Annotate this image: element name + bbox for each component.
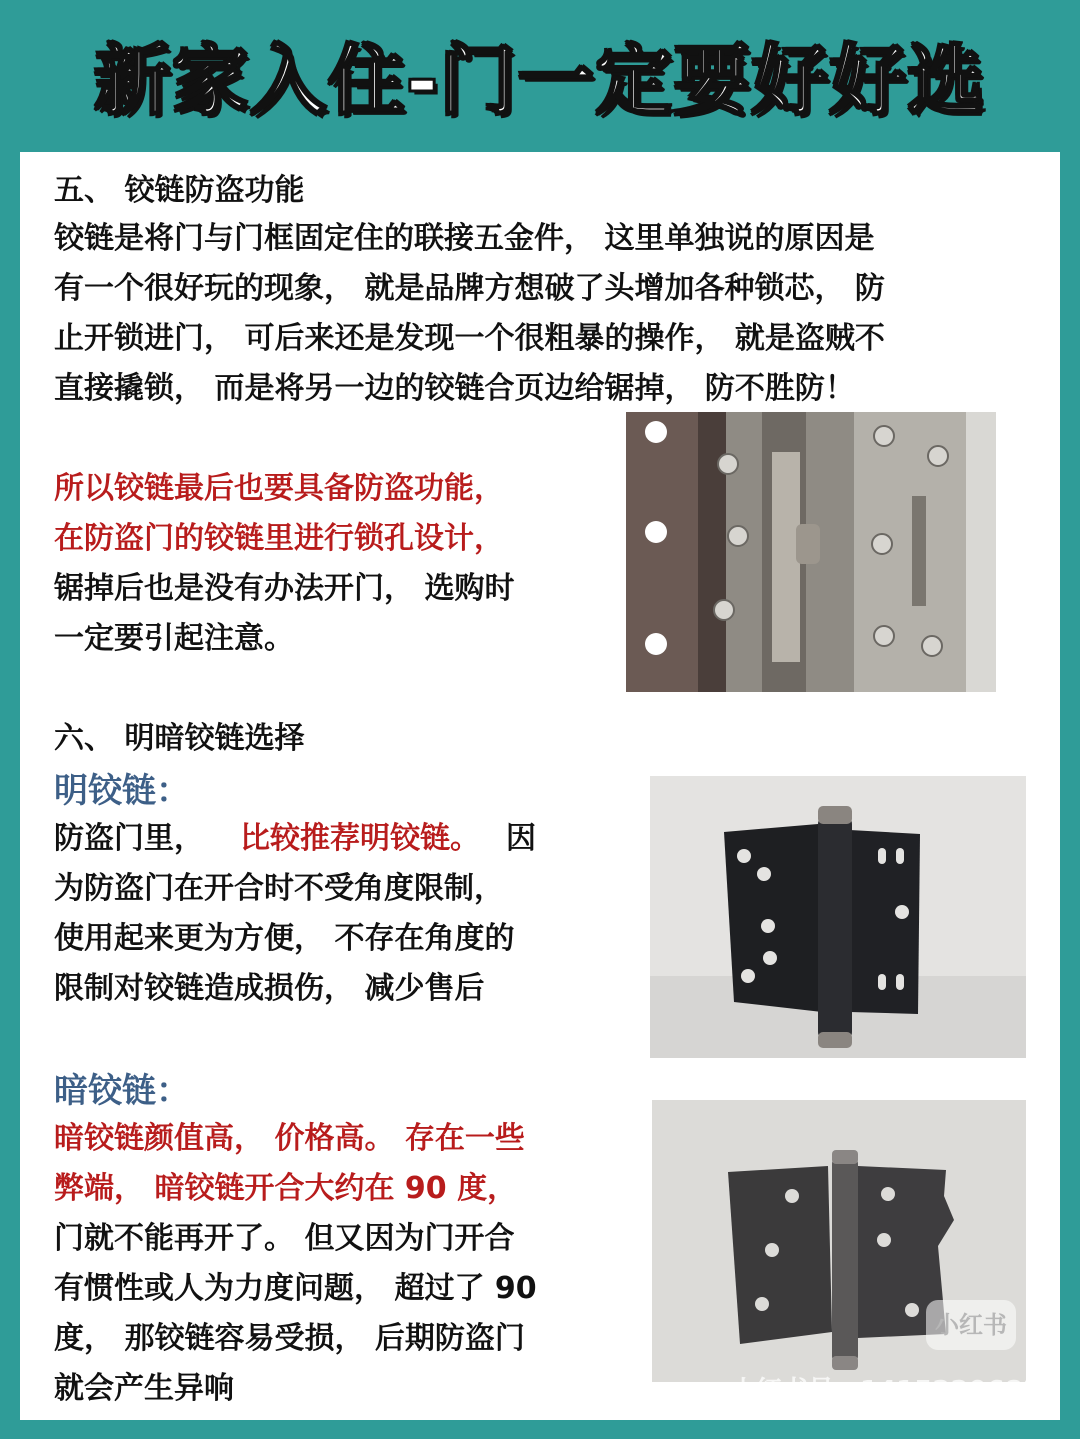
- section5-note-line-1: 锯掉后也是没有办法开门， 选购时: [54, 571, 515, 606]
- section5-line-1: 铰链是将门与门框固定住的联接五金件， 这里单独说的原因是: [54, 221, 875, 256]
- section6-heading: 六、 明暗铰链选择: [54, 721, 305, 756]
- ming-hinge-photo: [650, 776, 1026, 1058]
- section5-red-line-2: 在防盗门的铰链里进行锁孔设计，: [54, 521, 504, 556]
- ming-line-1: [54, 814, 536, 864]
- an-line-2: 有惯性或人为力度问题， 超过了 90: [54, 1271, 537, 1306]
- ming-line-1-a: 防盗门里，: [54, 821, 204, 856]
- ming-line-3: 使用起来更为方便， 不存在角度的: [54, 921, 515, 956]
- page-title: 新家入住-门一定要好好选: [94, 36, 986, 125]
- an-line-1: 门就不能再开了。 但又因为门开合: [54, 1221, 515, 1256]
- section5-line-4: 直接撬锁， 而是将另一边的铰链合页边给锯掉， 防不胜防！: [54, 371, 855, 406]
- section5-red-line-1: 所以铰链最后也要具备防盗功能，: [54, 471, 504, 506]
- ming-line-4: 限制对铰链造成损伤， 减少售后: [54, 971, 485, 1006]
- account-watermark: 小红书号：1415220682: [730, 1376, 1041, 1406]
- an-line-3: 度， 那铰链容易受损， 后期防盗门: [54, 1321, 525, 1356]
- ming-hinge-label: 明铰链：: [54, 771, 190, 811]
- section5-line-2: 有一个很好玩的现象， 就是品牌方想破了头增加各种锁芯， 防: [54, 271, 885, 306]
- content-card: [20, 152, 1060, 1420]
- section5-line-3: 止开锁进门， 可后来还是发现一个很粗暴的操作， 就是盗贼不: [54, 321, 885, 356]
- an-hinge-label: 暗铰链：: [54, 1071, 190, 1111]
- an-red-line-1: 暗铰链颜值高， 价格高。 存在一些: [54, 1121, 525, 1156]
- section5-note-line-2: 一定要引起注意。: [54, 621, 294, 656]
- xiaohongshu-logo: 小红书: [926, 1300, 1016, 1350]
- an-red-line-2: 弊端， 暗铰链开合大约在 90 度，: [54, 1171, 518, 1206]
- ming-line-1-red: 比较推荐明铰链。: [240, 821, 480, 856]
- ming-line-2: 为防盗门在开合时不受角度限制，: [54, 871, 504, 906]
- an-line-4: 就会产生异响: [54, 1371, 234, 1406]
- ming-line-1-b: 因: [506, 821, 536, 856]
- hinge-door-photo: [626, 412, 996, 692]
- section5-heading: 五、 铰链防盗功能: [54, 173, 305, 208]
